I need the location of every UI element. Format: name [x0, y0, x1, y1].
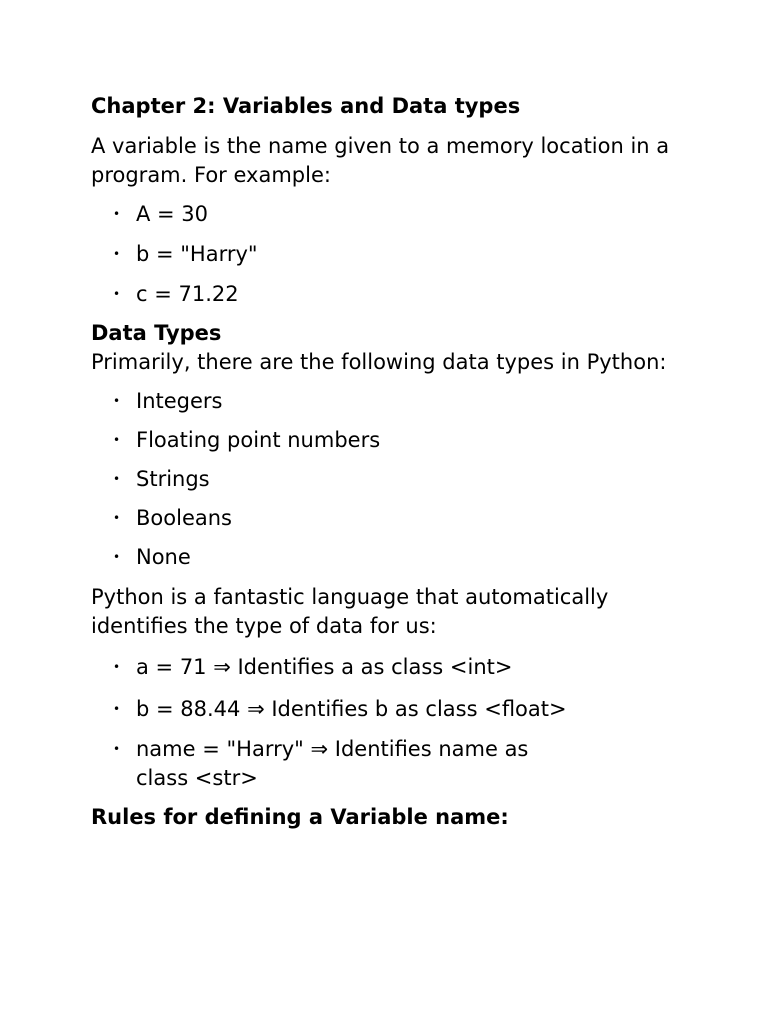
bullet-icon: • — [113, 511, 121, 525]
auto-example-item: b = 88.44 ⇒ Identifies b as class <float> — [136, 697, 567, 721]
bullet-icon: • — [113, 207, 121, 221]
list-item — [91, 280, 678, 309]
data-type-item: Integers — [136, 389, 223, 413]
list-item — [91, 240, 678, 269]
list-item — [91, 200, 678, 229]
auto-example-item: a = 71 ⇒ Identifies a as class <int> — [136, 655, 513, 679]
list-item — [91, 504, 678, 533]
bullet-icon: • — [113, 660, 121, 674]
example-item: b = "Harry" — [136, 242, 258, 266]
bullet-icon: • — [113, 247, 121, 261]
data-type-item: Strings — [136, 467, 210, 491]
list-item — [91, 426, 678, 455]
auto-identify-paragraph: Python is a fantastic language that automatically identifies the type of data for us: — [91, 585, 609, 638]
bullet-icon: • — [113, 742, 121, 756]
example-item: c = 71.22 — [136, 282, 239, 306]
list-item — [91, 735, 576, 793]
bullet-icon: • — [113, 472, 121, 486]
bullet-icon: • — [113, 287, 121, 301]
example-list — [91, 200, 678, 309]
data-types-list — [91, 387, 678, 572]
bullet-icon: • — [113, 550, 121, 564]
bullet-icon: • — [113, 702, 121, 716]
data-types-intro: Primarily, there are the following data types in Python: — [91, 350, 667, 374]
data-type-item: Booleans — [136, 506, 232, 530]
auto-example-item: name = "Harry" ⇒ Identifies name as class <str> — [136, 737, 529, 790]
bullet-icon: • — [113, 394, 121, 408]
list-item — [91, 387, 678, 416]
example-item: A = 30 — [136, 202, 209, 226]
bullet-icon: • — [113, 433, 121, 447]
auto-examples-list — [91, 653, 678, 793]
list-item — [91, 543, 678, 572]
list-item — [91, 465, 678, 494]
list-item — [91, 695, 678, 724]
list-item — [91, 653, 678, 682]
intro-paragraph: A variable is the name given to a memory location in a program. For example: — [91, 134, 670, 187]
data-type-item: Floating point numbers — [136, 428, 381, 452]
data-type-item: None — [136, 545, 191, 569]
chapter-title: Chapter 2: Variables and Data types — [91, 94, 521, 118]
data-types-heading: Data Types — [91, 321, 222, 345]
rules-heading: Rules for defining a Variable name: — [91, 805, 509, 829]
